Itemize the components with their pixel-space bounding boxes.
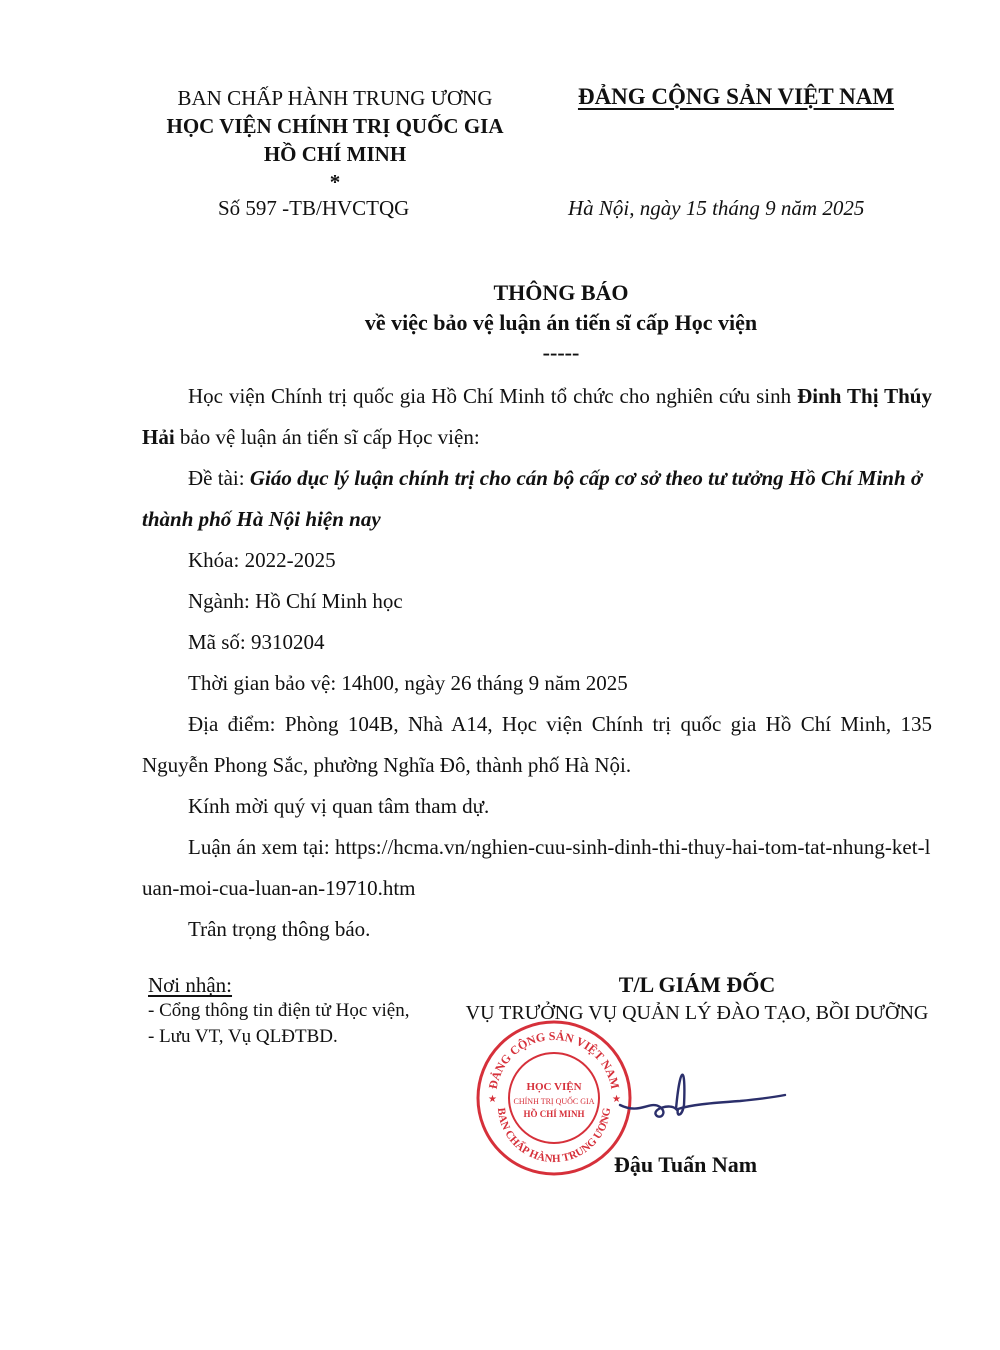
topic-label: Đề tài: bbox=[188, 466, 250, 490]
intro-prefix: Học viện Chính trị quốc gia Hồ Chí Minh tổ chức cho nghiên cứu sinh bbox=[188, 384, 798, 408]
intro-paragraph bbox=[142, 376, 932, 458]
recipient-item: - Lưu VT, Vụ QLĐTBD. bbox=[148, 1026, 338, 1047]
document-subtitle: về việc bảo vệ luận án tiến sĩ cấp Học viện bbox=[364, 310, 758, 335]
signing-authority: T/L GIÁM ĐỐC bbox=[618, 972, 776, 997]
signer-name: Đậu Tuấn Nam bbox=[614, 1152, 758, 1177]
closing-line: Trân trọng thông báo. bbox=[188, 917, 371, 941]
issuer-block bbox=[140, 84, 530, 196]
issuer-line-2: HỌC VIỆN CHÍNH TRỊ QUỐC GIA bbox=[166, 114, 504, 138]
seal-center-line-2: CHÍNH TRỊ QUỐC GIA bbox=[513, 1097, 595, 1106]
signature-stroke bbox=[620, 1075, 785, 1117]
thesis-link-paragraph[interactable]: Luận án xem tại: https://hcma.vn/nghien-cuu-sinh-dinh-thi-thuy-hai-tom-tat-nhung-ket-luan-moi-cua-luan-an-19710.htm bbox=[142, 835, 931, 900]
document-date: Hà Nội, ngày 15 tháng 9 năm 2025 bbox=[568, 196, 865, 220]
topic-text: Giáo dục lý luận chính trị cho cán bộ cấp cơ sở theo tư tưởng Hồ Chí Minh ở thành phố Hà Nội hiện nay bbox=[142, 466, 923, 531]
document-number: Số 597 -TB/HVCTQG bbox=[218, 196, 410, 220]
document-title-block bbox=[0, 278, 1000, 368]
document-body bbox=[142, 376, 932, 950]
invite-line: Kính mời quý vị quan tâm tham dự. bbox=[188, 794, 490, 818]
location-paragraph: Địa điểm: Phòng 104B, Nhà A14, Học viện Chính trị quốc gia Hồ Chí Minh, 135 Nguyễn Phong Sắc, phường Nghĩa Đô, thành phố Hà Nội. bbox=[142, 712, 932, 777]
seal-star-left-icon: ★ bbox=[488, 1094, 497, 1105]
issuer-star: * bbox=[329, 170, 341, 194]
seal-star-right-icon: ★ bbox=[612, 1094, 621, 1105]
issuer-line-3: HỒ CHÍ MINH bbox=[263, 142, 407, 166]
course-line: Khóa: 2022-2025 bbox=[188, 548, 336, 572]
document-title: THÔNG BÁO bbox=[493, 280, 629, 305]
intro-suffix: bảo vệ luận án tiến sĩ cấp Học viện: bbox=[174, 425, 480, 449]
topic-paragraph bbox=[142, 458, 932, 540]
time-line: Thời gian bảo vệ: 14h00, ngày 26 tháng 9 năm 2025 bbox=[188, 671, 628, 695]
handwritten-signature bbox=[590, 1045, 790, 1145]
seal-bottom-text: BAN CHẤP HÀNH TRUNG ƯƠNG bbox=[494, 1107, 614, 1166]
seal-center-line-3: HỒ CHÍ MINH bbox=[523, 1109, 585, 1119]
seal-top-text: ĐẢNG CỘNG SẢN VIỆT NAM bbox=[485, 1028, 623, 1091]
recipient-item: - Cổng thông tin điện tử Học viện, bbox=[148, 1000, 410, 1021]
major-line: Ngành: Hồ Chí Minh học bbox=[188, 589, 403, 613]
party-title: ĐẢNG CỘNG SẢN VIỆT NAM bbox=[577, 84, 895, 109]
signer-position: VỤ TRƯỞNG VỤ QUẢN LÝ ĐÀO TẠO, BỒI DƯỠNG bbox=[465, 1002, 929, 1024]
seal-center-line-1: HỌC VIỆN bbox=[526, 1081, 582, 1093]
party-header bbox=[556, 84, 916, 110]
recipients-label: Nơi nhận: bbox=[148, 973, 233, 997]
issuer-line-1: BAN CHẤP HÀNH TRUNG ƯƠNG bbox=[177, 86, 493, 110]
recipients-block bbox=[148, 972, 410, 1050]
code-line: Mã số: 9310204 bbox=[188, 630, 325, 654]
candidate-name: Đinh Thị Thúy Hải bbox=[142, 384, 932, 449]
title-dashes: ----- bbox=[542, 340, 580, 365]
